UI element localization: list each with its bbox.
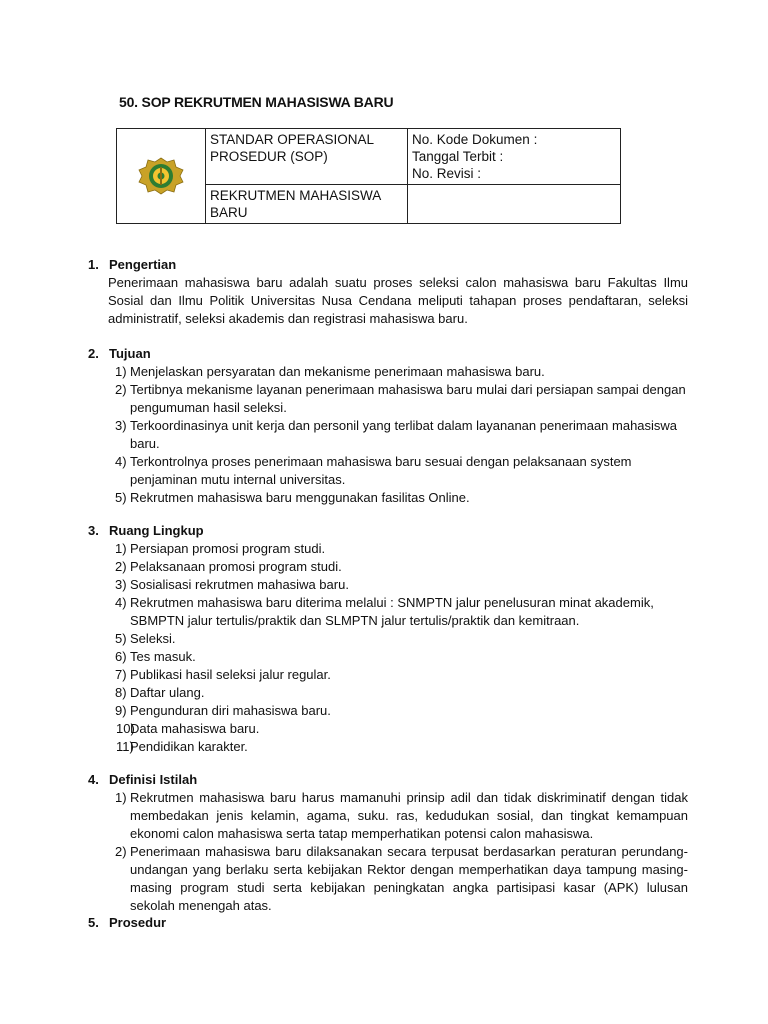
- sop-header-table: [116, 128, 621, 224]
- sop-label-line-1: STANDAR OPERASIONAL: [210, 132, 375, 147]
- kode-dokumen-label: No. Kode Dokumen :: [412, 132, 538, 147]
- section-number: 5.: [88, 915, 99, 930]
- definisi-list: [88, 789, 688, 915]
- section-heading: [88, 771, 688, 789]
- no-revisi-label: No. Revisi :: [412, 166, 482, 181]
- tanggal-terbit-label: Tanggal Terbit :: [412, 149, 504, 164]
- list-item: 1) Persiapan promosi program studi.: [115, 541, 326, 556]
- section-heading: [88, 914, 688, 932]
- sop-subject-line-1: REKRUTMEN MAHASISWA: [210, 188, 382, 203]
- section-number: 1.: [88, 257, 99, 272]
- logo-cell: [117, 129, 206, 224]
- list-item: 2) Pelaksanaan promosi program studi.: [115, 559, 342, 574]
- section-title: Tujuan: [109, 346, 151, 361]
- list-item: 5) Rekrutmen mahasiswa baru menggunakan fasilitas Online.: [115, 490, 470, 505]
- section-number: 3.: [88, 523, 99, 538]
- list-item: 11) Pendidikan karakter.: [116, 739, 248, 754]
- section-prosedur: [88, 914, 688, 932]
- list-item: 2) Tertibnya mekanisme layanan penerimaan mahasiswa baru mulai dari persiapan sampai dengan pengumuman hasil seleksi.: [115, 382, 686, 415]
- section-heading: [88, 522, 688, 540]
- list-item: 10) Data mahasiswa baru.: [116, 721, 260, 736]
- document-meta-cell: [408, 129, 621, 185]
- list-item: 7) Publikasi hasil seleksi jalur regular.: [115, 667, 331, 682]
- list-item: 2) Penerimaan mahasiswa baru dilaksanakan secara terpusat berdasarkan peraturan perundang-undangan yang berlaku serta kebijakan Rektor dengan memperhatikan daya tampung masing-masing program studi serta kebijakan peningkatan angka partisipasi kasar (APK) lulusan sekolah menengah atas.: [115, 844, 688, 913]
- section-title: Pengertian: [109, 257, 177, 272]
- section-title: Prosedur: [109, 915, 167, 930]
- list-item: 5) Seleksi.: [115, 631, 176, 646]
- document-title: 50. SOP REKRUTMEN MAHASISWA BARU: [119, 94, 394, 110]
- section-heading: [88, 345, 688, 363]
- section-pengertian: [88, 256, 688, 328]
- list-item: 4) Terkontrolnya proses penerimaan mahasiswa baru sesuai dengan pelaksanaan system penjaminan mutu internal universitas.: [115, 454, 632, 487]
- ruang-lingkup-list: [88, 540, 688, 756]
- list-item: 3) Terkoordinasinya unit kerja dan personil yang terlibat dalam layananan penerimaan mahasiswa baru.: [115, 418, 678, 451]
- section-title: Ruang Lingkup: [109, 523, 204, 538]
- list-item: 4) Rekrutmen mahasiswa baru diterima melalui : SNMPTN jalur penelusuran minat akademik, SBMPTN jalur tertulis/praktik dan SLMPTN jalur tertulis/praktik dan kemitraan.: [115, 595, 654, 628]
- list-item: 6) Tes masuk.: [115, 649, 196, 664]
- sop-label-line-2: PROSEDUR (SOP): [210, 149, 328, 164]
- section-ruang-lingkup: [88, 522, 688, 756]
- university-emblem-icon: [136, 157, 186, 195]
- section-tujuan: [88, 345, 688, 507]
- list-item: 1) Menjelaskan persyaratan dan mekanisme penerimaan mahasiswa baru.: [115, 364, 545, 379]
- empty-cell: [408, 185, 621, 224]
- section-heading: [88, 256, 688, 274]
- list-item: 9) Pengunduran diri mahasiswa baru.: [115, 703, 331, 718]
- section-number: 2.: [88, 346, 99, 361]
- list-item: 3) Sosialisasi rekrutmen mahasiwa baru.: [115, 577, 349, 592]
- sop-label-cell: [206, 129, 408, 185]
- sop-subject-cell: [206, 185, 408, 224]
- section-definisi-istilah: [88, 771, 688, 915]
- section-number: 4.: [88, 772, 99, 787]
- tujuan-list: [88, 363, 688, 507]
- section-title: Definisi Istilah: [109, 772, 198, 787]
- section-paragraph: Penerimaan mahasiswa baru adalah suatu proses seleksi calon mahasiswa baru Fakultas Ilmu Sosial dan Ilmu Politik Universitas Nusa Cendana meliputi tahapan proses pendaftaran, seleksi administratif, seleksi akademis dan registrasi mahasiswa baru.: [108, 275, 688, 326]
- list-item: 8) Daftar ulang.: [115, 685, 205, 700]
- list-item: 1) Rekrutmen mahasiswa baru harus mamanuhi prinsip adil dan tidak diskriminatif dengan tidak membedakan jenis kelamin, agama, suku. ras, kedudukan sosial, dan tingkat kemampuan ekonomi calon mahasiswa serta tatap memperhatikan potensi calon mahasiswa.: [115, 790, 688, 841]
- sop-subject-line-2: BARU: [210, 205, 248, 220]
